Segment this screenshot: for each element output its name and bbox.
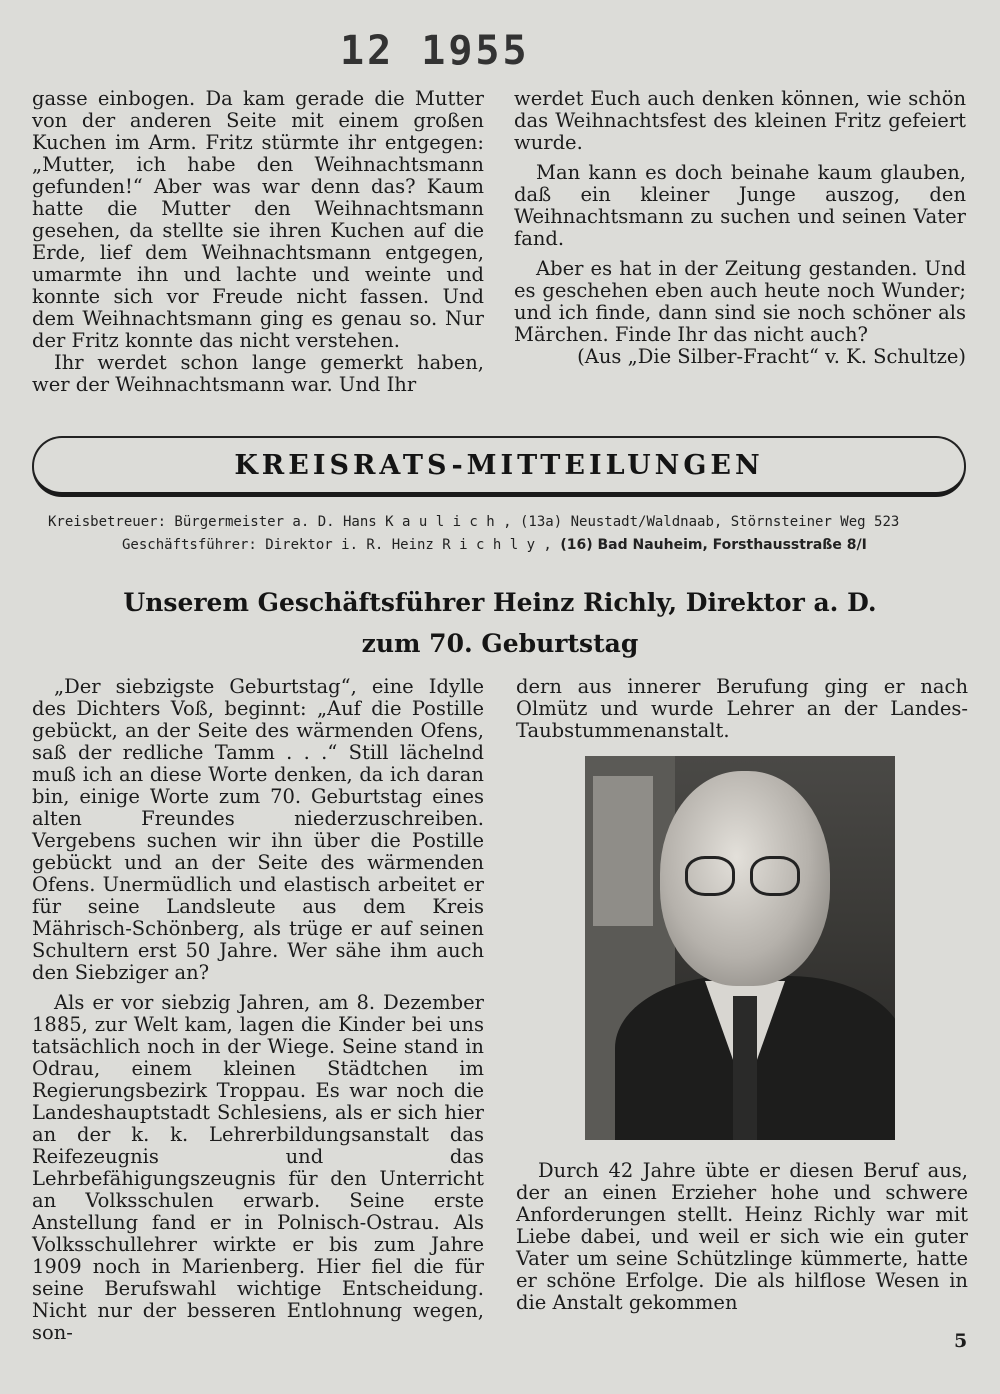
story-source: (Aus „Die Silber-Fracht“ v. K. Schultze) bbox=[577, 345, 966, 368]
district-officer-line: Kreisbetreuer: Bürgermeister a. D. Hans K a u l i c h , (13a) Neustadt/Waldnaab, Störnsteiner Weg 523 bbox=[48, 514, 900, 530]
story-right-column bbox=[514, 88, 966, 368]
manager-address: (16) Bad Nauheim, Forsthausstraße 8/I bbox=[560, 537, 867, 553]
story-left-column bbox=[32, 88, 484, 396]
portrait-photo bbox=[585, 756, 895, 1140]
article-subheadline: zum 70. Geburtstag bbox=[361, 629, 639, 658]
article-paragraph: Durch 42 Jahre übte er diesen Beruf aus, der an einen Erzieher hohe und schwere Anforderungen stellt. Heinz Richly war mit Liebe dabei, und weil er sich wie ein guter Vater um seine Schützlinge kümmerte, hatte er schöne Erfolge. Die als hilflose Wesen in die Anstalt gekommen bbox=[516, 1159, 968, 1314]
article-right-bottom bbox=[516, 1160, 968, 1314]
article-paragraph: Als er vor siebzig Jahren, am 8. Dezember 1885, zur Welt kam, lagen die Kinder bei uns tatsächlich noch in der Wiege. Seine stand in Odrau, einem kleinen Städtchen im Regierungsbezirk Troppau. Es war noch die Landeshauptstadt Schlesiens, als er sich hier an der k. k. Lehrerbildungsanstalt das Reifezeugnis und das Lehrbefähigungszeugnis für den Unterricht an Volksschulen erwarb. Seine erste Anstellung fand er in Polnisch-Ostrau. Als Volksschullehrer wirkte er bis zum Jahre 1909 noch in Marienberg. Hier fiel die für seine Berufswahl wichtige Entscheidung. Nicht nur der besseren Entlohnung wegen, son- bbox=[32, 991, 484, 1344]
article-left-column bbox=[32, 676, 484, 1344]
date-stamp: 12 1955 bbox=[340, 28, 530, 74]
manager-line bbox=[122, 537, 867, 553]
article-headline: Unserem Geschäftsführer Heinz Richly, Direktor a. D. bbox=[123, 588, 877, 617]
page-number: 5 bbox=[954, 1330, 968, 1352]
story-paragraph: werdet Euch auch denken können, wie schön das Weihnachtsfest des kleinen Fritz gefeiert wurde. bbox=[514, 87, 966, 154]
article-right-top bbox=[516, 676, 968, 742]
manager-name: Geschäftsführer: Direktor i. R. Heinz R i c h l y , bbox=[122, 537, 552, 553]
story-paragraph: gasse einbogen. Da kam gerade die Mutter von der anderen Seite mit einem großen Kuchen im Arm. Fritz stürmte ihr entgegen: „Mutter, ich habe den Weihnachtsmann gefunden!“ Aber was war denn das? Kaum hatte die Mutter den Weihnachtsmann gesehen, da stellte sie ihren Kuchen auf die Erde, lief dem Weihnachtsmann entgegen, umarmte ihn und lachte und weinte und konnte sich vor Freude nicht fassen. Und dem Weihnachtsmann ging es genau so. Nur der Fritz konnte das nicht verstehen. bbox=[32, 87, 484, 352]
article-paragraph: dern aus innerer Berufung ging er nach Olmütz und wurde Lehrer an der Landes-Taubstummenanstalt. bbox=[516, 675, 968, 742]
section-title: KREISRATS-MITTEILUNGEN bbox=[234, 449, 764, 481]
article-paragraph: „Der siebzigste Geburtstag“, eine Idylle des Dichters Voß, beginnt: „Auf die Postille gebückt, an der Seite des wärmenden Ofens, saß der redliche Tamm . . .“ Still lächelnd muß ich an diese Worte denken, da ich daran bin, einige Worte zum 70. Geburtstag eines alten Freundes niederzuschreiben. Vergebens suchen wir ihn über die Postille gebückt und an der Seite des wärmenden Ofens. Unermüdlich und elastisch arbeitet er für seine Landsleute aus dem Kreis Mährisch-Schönberg, als trüge er auf seinen Schultern erst 50 Jahre. Wer sähe ihm auch den Siebziger an? bbox=[32, 675, 484, 984]
story-paragraph: Ihr werdet schon lange gemerkt haben, wer der Weihnachtsmann war. Und Ihr bbox=[32, 351, 484, 396]
section-banner bbox=[32, 436, 966, 497]
story-paragraph: Aber es hat in der Zeitung gestanden. Und es geschehen eben auch heute noch Wunder; und ich finde, dann sind sie noch schöner als Märchen. Finde Ihr das nicht auch? bbox=[514, 257, 966, 346]
story-paragraph: Man kann es doch beinahe kaum glauben, daß ein kleiner Junge auszog, den Weihnachtsmann zu suchen und seinen Vater fand. bbox=[514, 161, 966, 250]
